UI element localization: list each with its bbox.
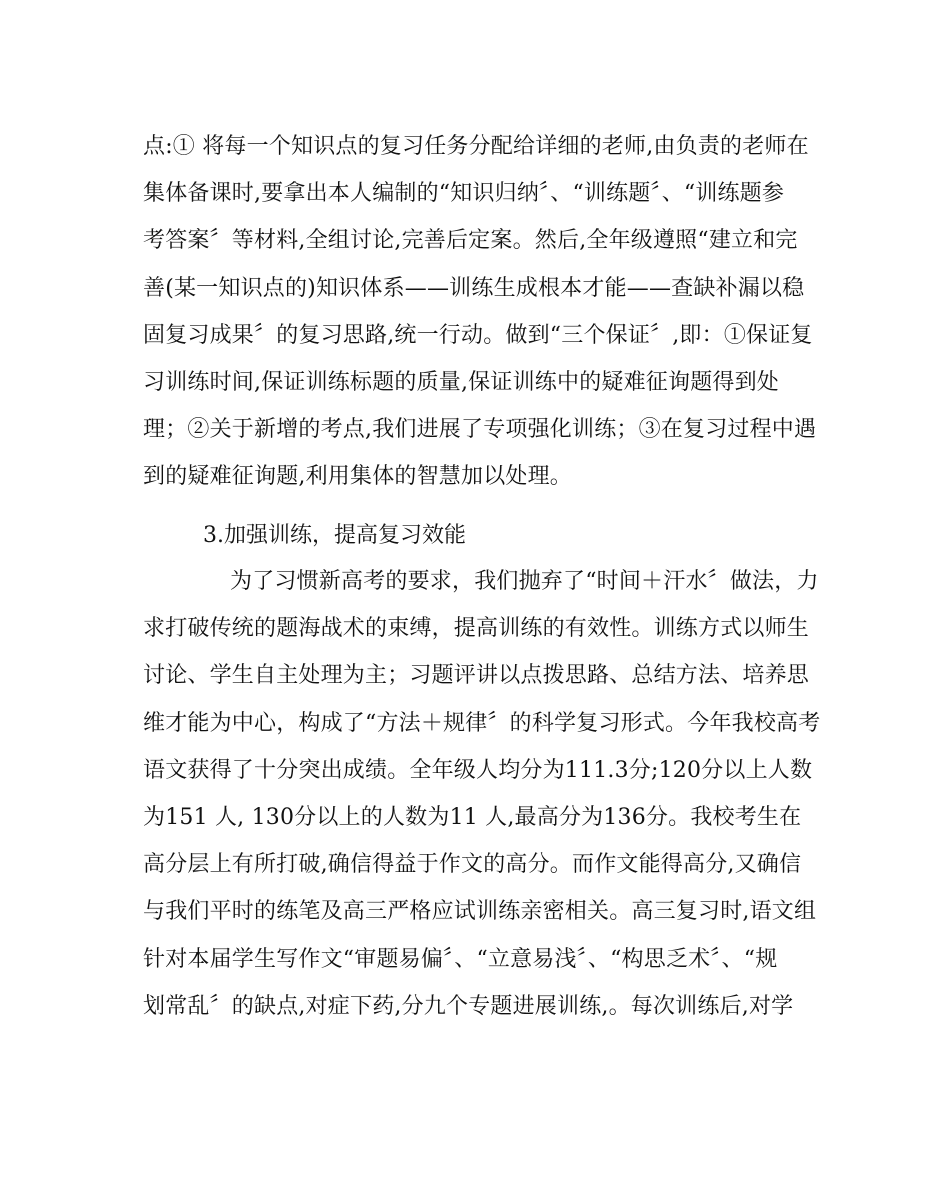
- paragraph-1-line: 习训练时间,保证训练标题的质量,保证训练中的疑难征询题得到处: [143, 369, 779, 395]
- paragraph-2-line: 讨论、学生自主处理为主；习题评讲以点拨思路、总结方法、培养思: [143, 663, 810, 689]
- paragraph-2: [143, 558, 821, 1030]
- paragraph-2-line: 高分层上有所打破,确信得益于作文的高分。而作文能得高分,又确信: [143, 852, 802, 878]
- paragraph-2-line: 维才能为中心，构成了“方法＋规律〞的科学复习形式。今年我校高考: [143, 710, 821, 736]
- paragraph-2-line: 针对本届学生写作文“审题易偏〞、“立意易浅〞、“构思乏术〞、“规: [143, 946, 778, 972]
- paragraph-2-line: 为151 人, 130分以上的人数为11 人,最高分为136分。我校考生在: [143, 804, 802, 830]
- paragraph-2-line: 与我们平时的练笔及高三严格应试训练亲密相关。高三复习时,语文组: [143, 899, 817, 925]
- section-heading: 3.加强训练，提高复习效能: [203, 523, 466, 548]
- paragraph-2-line: 划常乱〞的缺点,对症下药,分九个专题进展训练,。每次训练后,对学: [143, 993, 794, 1019]
- paragraph-1: [143, 123, 818, 501]
- paragraph-1-line: 集体备课时,要拿出本人编制的“知识归纳〞、“训练题〞、“训练题参: [143, 181, 785, 207]
- paragraph-1-line: 点:① 将每一个知识点的复习任务分配给详细的老师,由负责的老师在: [143, 134, 809, 159]
- paragraph-2-line: 语文获得了十分突出成绩。全年级人均分为111.3分;120分以上人数: [143, 757, 813, 783]
- paragraph-2-line: 求打破传统的题海战术的束缚，提高训练的有效性。训练方式以师生: [143, 616, 810, 642]
- paragraph-1-line: 固复习成果〞的复习思路,统一行动。做到“三个保证〞,即：①保证复: [143, 322, 813, 348]
- paragraph-1-line: 考答案〞等材料,全组讨论,完善后定案。然后,全年级遵照“建立和完: [143, 228, 798, 254]
- paragraph-1-line: 到的疑难征询题,利用集体的智慧加以处理。: [143, 464, 572, 490]
- paragraph-2-line: 为了习惯新高考的要求，我们抛弃了“时间＋汗水〞做法，力: [230, 569, 819, 594]
- paragraph-1-line: 善(某一知识点的)知识体系——训练生成根本才能——查缺补漏以稳: [143, 275, 805, 301]
- paragraph-1-line: 理；②关于新增的考点,我们进展了专项强化训练；③在复习过程中遇: [143, 417, 817, 443]
